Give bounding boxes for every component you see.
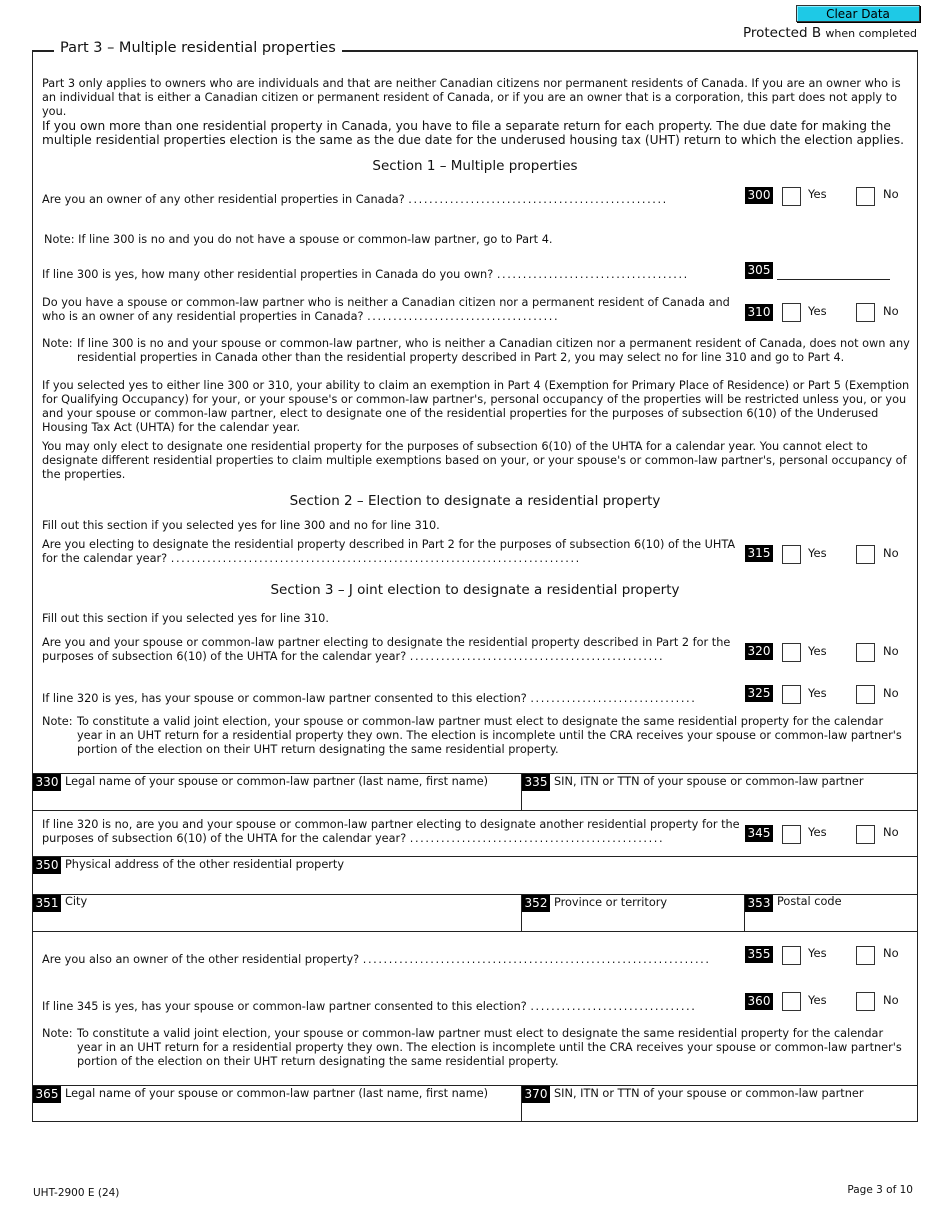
leader-dots: ................................................................... [362, 953, 711, 966]
question-320-text: Are you and your spouse or common-law partner electing to designate the residential property described in Part 2 for the purposes of subsection 6(10) of the UHTA for the calendar year? [42, 636, 731, 663]
note-360-text: To constitute a valid joint election, your spouse or common-law partner must elect to designate the same residential property for the calendar year in an UHT return for a residential property they own. The election is incomplete until the CRA receives your spouse or common-law partner's portion of the election on their UHT return designating the same residential property. [77, 1027, 902, 1068]
checkbox-355-no[interactable] [856, 946, 875, 965]
label-353: Postal code [777, 895, 842, 908]
checkbox-315-no[interactable] [856, 545, 875, 564]
label-325-no: No [883, 686, 899, 700]
question-315 [42, 538, 742, 566]
line-number-320: 320 [745, 643, 773, 660]
label-365: Legal name of your spouse or common-law partner (last name, first name) [65, 1087, 489, 1100]
question-305-text: If line 300 is yes, how many other residential properties in Canada do you own? [42, 268, 494, 281]
leader-dots: ................................................. [409, 832, 665, 845]
part-title: Part 3 – Multiple residential properties [54, 40, 342, 56]
checkbox-310-yes[interactable] [782, 303, 801, 322]
protected-text: Protected B [742, 25, 822, 41]
label-350: Physical address of the other residential property [65, 858, 345, 871]
checkbox-310-no[interactable] [856, 303, 875, 322]
label-315-yes: Yes [808, 546, 827, 560]
question-325 [42, 692, 742, 706]
label-370: SIN, ITN or TTN of your spouse or common-law partner [554, 1087, 864, 1100]
divider [32, 856, 918, 857]
label-325-yes: Yes [808, 686, 827, 700]
note-310-text: If line 300 is no and your spouse or common-law partner, who is neither a Canadian citizen nor a permanent resident of Canada, does not own any residential properties in Canada other than the residential property described in Part 2, you may select no for line 310 and go to Part 4. [77, 337, 910, 364]
form-id: UHT-2900 E (24) [33, 1187, 120, 1199]
note-360 [42, 1027, 910, 1069]
label-300-no: No [883, 187, 899, 201]
intro-paragraph-1: Part 3 only applies to owners who are individuals and that are neither Canadian citizens nor permanent residents of Canada. If you are an owner who is an individual that is either a Canadian citizen or permanent resident of Canada, or if you are an owner that is a corporation, this part does not apply to you. [42, 77, 901, 118]
checkbox-300-yes[interactable] [782, 187, 801, 206]
checkbox-355-yes[interactable] [782, 946, 801, 965]
label-360-yes: Yes [808, 993, 827, 1007]
spouse-name-input[interactable] [65, 790, 515, 808]
section3-title: Section 3 – J oint election to designate a residential property [270, 582, 680, 598]
question-310 [42, 296, 742, 324]
divider [32, 773, 918, 774]
spouse-sin-input[interactable] [554, 790, 914, 808]
question-310-text: Do you have a spouse or common-law partner who is neither a Canadian citizen nor a permanent resident of Canada and who is an owner of any residential properties in Canada? [42, 296, 730, 323]
section1-paragraph-2: You may only elect to designate one residential property for the purposes of subsection 6(10) of the UHTA for a calendar year. You cannot elect to designate different residential properties to claim multiple exemptions based on your, or your spouse's or common-law partner's, personal occupancy of the properties. [42, 440, 907, 481]
question-315-text: Are you electing to designate the residential property described in Part 2 for the purposes of subsection 6(10) of the UHTA for the calendar year? [42, 538, 736, 565]
line-number-355: 355 [745, 946, 773, 963]
line-number-300: 300 [745, 187, 773, 204]
divider [32, 810, 918, 811]
label-335: SIN, ITN or TTN of your spouse or common-law partner [554, 775, 864, 788]
checkbox-300-no[interactable] [856, 187, 875, 206]
checkbox-345-no[interactable] [856, 825, 875, 844]
note-label: Note: [42, 1027, 73, 1040]
note-300: Note: If line 300 is no and you do not have a spouse or common-law partner, go to Part 4. [44, 233, 553, 246]
label-310-no: No [883, 304, 899, 318]
line-number-335: 335 [522, 774, 550, 791]
leader-dots: .................................................. [408, 193, 668, 206]
city-input[interactable] [65, 911, 515, 929]
leader-dots: ............................................................................... [170, 552, 581, 565]
label-330: Legal name of your spouse or common-law partner (last name, first name) [65, 775, 489, 788]
page-number: Page 3 of 10 [847, 1184, 913, 1196]
question-300-text: Are you an owner of any other residential properties in Canada? [42, 193, 405, 206]
label-310-yes: Yes [808, 304, 827, 318]
label-315-no: No [883, 546, 899, 560]
province-select[interactable] [554, 911, 739, 929]
divider [32, 1085, 918, 1086]
question-305 [42, 268, 742, 282]
line-number-345: 345 [745, 825, 773, 842]
checkbox-345-yes[interactable] [782, 825, 801, 844]
section3-instructions: Fill out this section if you selected yes for line 310. [42, 612, 329, 625]
question-360-text: If line 345 is yes, has your spouse or common-law partner consented to this election? [42, 1000, 527, 1013]
checkbox-360-no[interactable] [856, 992, 875, 1011]
spouse-name-input-2[interactable] [65, 1102, 515, 1120]
line-number-330: 330 [33, 774, 61, 791]
section1-paragraph-1: If you selected yes to either line 300 or 310, your ability to claim an exemption in Part 4 (Exemption for Primary Place of Residence) or Part 5 (Exemption for Qualifying Occupancy) for your, or your spouse's or common-law partner's, personal occupancy of the properties will be restricted unless you, or you and your spouse or common-law partner, elect to designate one of the residential properties for the purposes of subsection 6(10) of the Underused Housing Tax Act (UHTA) for the calendar year. [42, 379, 910, 434]
checkbox-325-no[interactable] [856, 685, 875, 704]
other-properties-count-input[interactable] [777, 262, 890, 280]
label-355-yes: Yes [808, 946, 827, 960]
intro-paragraph-2: If you own more than one residential property in Canada, you have to file a separate return for each property. The due date for making the multiple residential properties election is the same as the due date for the underused housing tax (UHT) return to which the election applies. [42, 119, 904, 147]
note-310 [42, 337, 910, 365]
line-number-360: 360 [745, 993, 773, 1010]
label-300-yes: Yes [808, 187, 827, 201]
leader-dots: ..................................... [496, 268, 689, 281]
question-345 [42, 818, 742, 846]
spouse-sin-input-2[interactable] [554, 1102, 914, 1120]
section1-title: Section 1 – Multiple properties [372, 158, 578, 174]
section2-instructions: Fill out this section if you selected yes for line 300 and no for line 310. [42, 519, 440, 532]
divider [32, 931, 918, 932]
line-number-305: 305 [745, 262, 773, 279]
protected-suffix: when completed [825, 27, 917, 40]
note-325-text: To constitute a valid joint election, your spouse or common-law partner must elect to designate the same residential property for the calendar year in an UHT return for a residential property they own. The election is incomplete until the CRA receives your spouse or common-law partner's portion of the election on their UHT return designating the same residential property. [77, 715, 902, 756]
line-number-352: 352 [522, 895, 550, 912]
line-number-325: 325 [745, 685, 773, 702]
checkbox-360-yes[interactable] [782, 992, 801, 1011]
label-320-yes: Yes [808, 644, 827, 658]
label-320-no: No [883, 644, 899, 658]
label-360-no: No [883, 993, 899, 1007]
note-label: Note: [42, 715, 73, 728]
line-number-351: 351 [33, 895, 61, 912]
question-355 [42, 953, 742, 967]
question-360 [42, 1000, 742, 1014]
section2-title: Section 2 – Election to designate a residential property [289, 493, 661, 509]
question-325-text: If line 320 is yes, has your spouse or common-law partner consented to this election? [42, 692, 527, 705]
checkbox-320-yes[interactable] [782, 643, 801, 662]
question-355-text: Are you also an owner of the other residential property? [42, 953, 360, 966]
leader-dots: ................................ [530, 692, 697, 705]
label-352: Province or territory [554, 896, 668, 909]
checkbox-320-no[interactable] [856, 643, 875, 662]
clear-data-button[interactable]: Clear Data [796, 5, 920, 22]
line-number-315: 315 [745, 545, 773, 562]
question-300 [42, 193, 742, 207]
line-number-370: 370 [522, 1086, 550, 1103]
label-351: City [65, 895, 88, 908]
note-label: Note: [42, 337, 73, 350]
line-number-310: 310 [745, 304, 773, 321]
question-320 [42, 636, 742, 664]
checkbox-325-yes[interactable] [782, 685, 801, 704]
line-number-353: 353 [745, 895, 773, 912]
line-number-350: 350 [33, 857, 61, 874]
postal-code-input[interactable] [777, 911, 913, 929]
leader-dots: ................................................. [409, 650, 665, 663]
line-number-365: 365 [33, 1086, 61, 1103]
label-345-no: No [883, 825, 899, 839]
protected-label [743, 25, 917, 41]
label-345-yes: Yes [808, 825, 827, 839]
leader-dots: ..................................... [367, 310, 560, 323]
question-345-text: If line 320 is no, are you and your spouse or common-law partner electing to designate another residential property for the purposes of subsection 6(10) of the UHTA for the calendar year? [42, 818, 740, 845]
label-355-no: No [883, 946, 899, 960]
leader-dots: ................................ [530, 1000, 697, 1013]
checkbox-315-yes[interactable] [782, 545, 801, 564]
address-input[interactable] [65, 874, 913, 892]
note-325 [42, 715, 910, 757]
